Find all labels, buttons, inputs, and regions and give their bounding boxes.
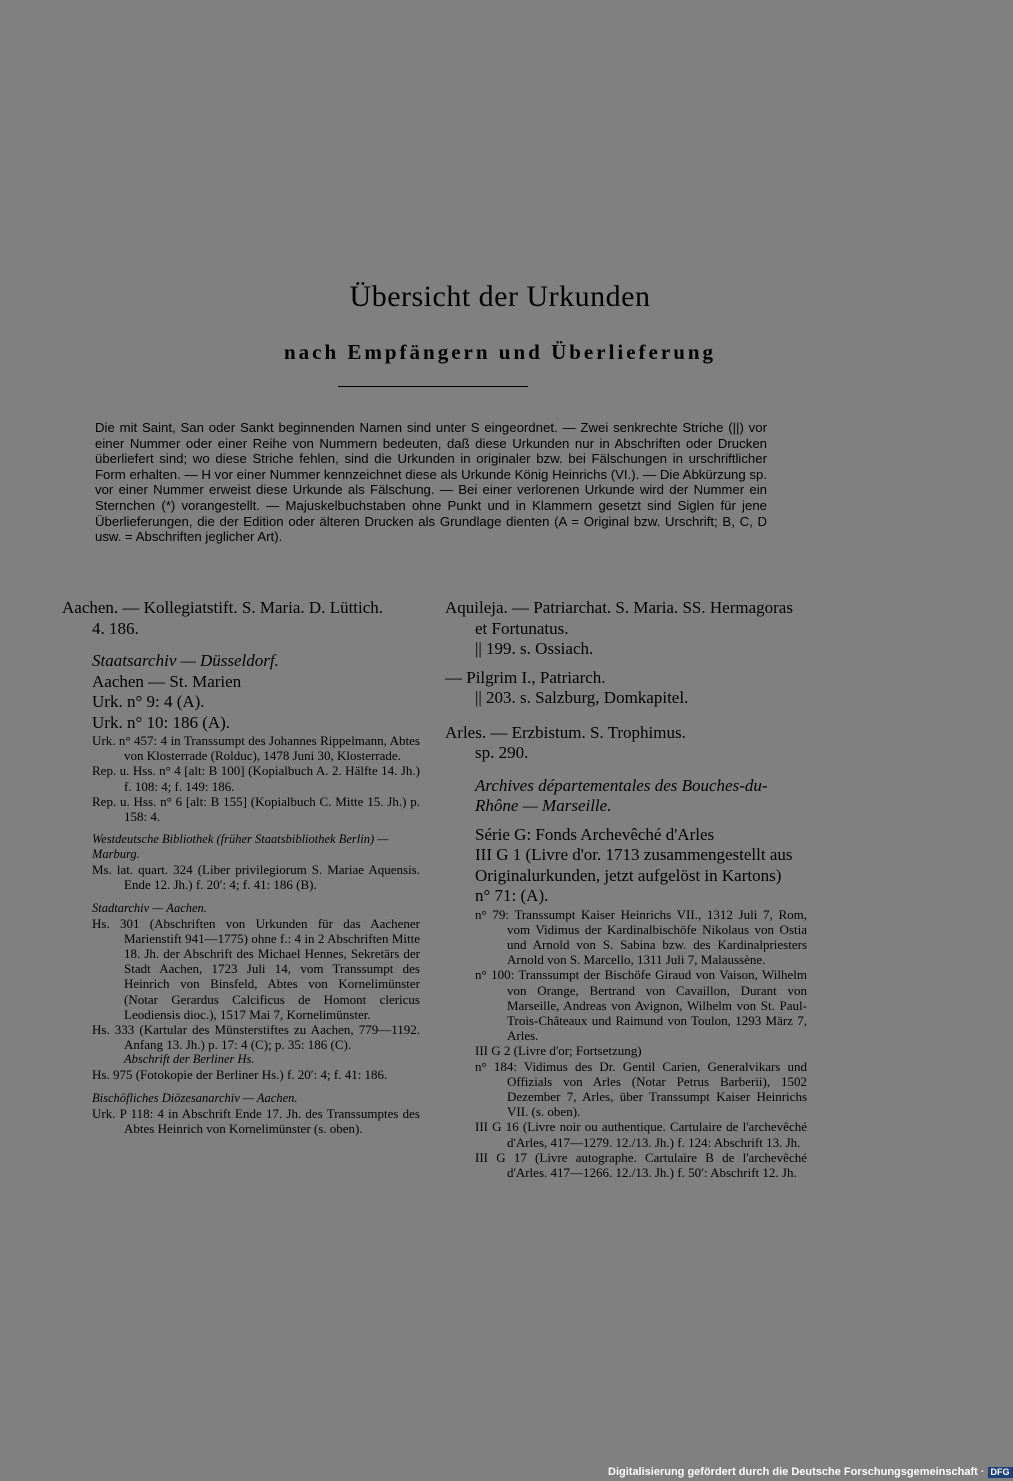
- list-item: Hs. 975 (Fotokopie der Berliner Hs.) f. 20′: 4; f. 41: 186.: [92, 1067, 388, 1083]
- charter-reference: Urk. n° 9: 4 (A).: [92, 692, 205, 711]
- archive-heading: Staatsarchiv — Düsseldorf.: [92, 651, 279, 670]
- charter-reference: Urk. n° 10: 186 (A).: [92, 712, 231, 732]
- archive-heading: Bischöfliches Diözesanarchiv — Aachen.: [92, 1090, 298, 1105]
- entry-numbers: || 199. s. Ossiach.: [475, 639, 594, 658]
- fonds-subheading: III G 2 (Livre d'or; Fortsetzung): [475, 1043, 642, 1059]
- list-item: III G 17 (Livre autographe. Cartulaire B de l'archevêché d'Arles. 417—1266. 12./13. Jh.) f. 50′: Abschrift 12. Jh.: [475, 1149, 807, 1180]
- list-item: Rep. u. Hss. n° 6 [alt: B 155] (Kopialbuch C. Mitte 15. Jh.) p. 158: 4.: [92, 793, 420, 825]
- list-item: Hs. 333 (Kartular des Münsterstiftes zu Aachen, 779—1192. Anfang 13. Jh.) p. 17: 4 (C); p. 35: 186 (C).: [92, 1022, 420, 1053]
- list-item: Hs. 301 (Abschriften von Urkunden für das Aachener Marienstift 941—1775) ohne f.: 4 in 2 Abschriften Mitte 18. Jh. der Abschrift des Michael Hennes, Sekretärs der Stadt Aachen, 1723 Juli 14, vom Transsumpt des Heinrich von Binsfeld, Abtes von Kornelimünster (Notar Gerardus Calcificus de Homont clericus Leodiensis dioc.), 1517 Mai 7, Kornelimünster.: [92, 915, 420, 1022]
- left-column: [62, 598, 420, 1136]
- archive-heading: Stadtarchiv — Aachen.: [92, 900, 207, 915]
- fonds-heading: Aachen — St. Marien: [92, 671, 242, 691]
- entry-heading-pilgrim: — Pilgrim I., Patriarch.: [445, 667, 606, 687]
- entry-numbers: 4. 186.: [92, 618, 139, 638]
- list-item: Urk. n° 457: 4 in Transsumpt des Johannes Rippelmann, Abtes von Klosterrade (Rolduc), 1478 Juni 30, Klosterrade.: [92, 733, 420, 764]
- charter-reference: n° 71: (A).: [475, 886, 549, 905]
- right-column: [445, 598, 807, 1180]
- digitization-footer: [608, 1466, 1013, 1478]
- footer-text: Digitalisierung gefördert durch die Deutsche Forschungsgemeinschaft ·: [608, 1466, 985, 1478]
- list-item: n° 100: Transsumpt der Bischöfe Giraud von Vaison, Wilhelm von Orange, Bertrand von Cavaillon, Durant von Marseille, Andreas von Avignon, Wilhelm von St. Paul-Trois-Châteaux und Raimund von Toulon, 1293 März 7, Arles.: [475, 967, 807, 1044]
- page-subtitle: nach Empfängern und Überlieferung: [283, 340, 717, 364]
- list-item: Rep. u. Hss. n° 4 [alt: B 100] (Kopialbuch A. 2. Hälfte 14. Jh.) f. 108: 4; f. 149: 186.: [92, 763, 420, 794]
- dfg-logo: DFG: [988, 1467, 1013, 1478]
- entry-heading-aachen: Aachen. — Kollegiatstift. S. Maria. D. Lüttich.: [62, 598, 384, 617]
- entry-numbers: || 203. s. Salzburg, Domkapitel.: [475, 688, 689, 707]
- archive-heading: Archives départementales des Bouches-du-Rhône — Marseille.: [475, 775, 768, 815]
- list-item: n° 184: Vidimus des Dr. Gentil Carien, Generalvikars und Offizials von Arles (Notar Petrus Barberii), 1502 Dezember 7, Arles, über Transsumpt Kaiser Heinrichs VII. (s. oben).: [475, 1058, 807, 1120]
- entry-numbers: sp. 290.: [475, 743, 529, 762]
- archive-heading: Westdeutsche Bibliothek (früher Staatsbibliothek Berlin) — Marburg.: [92, 832, 389, 862]
- entry-heading-aquileja: Aquileja. — Patriarchat. S. Maria. SS. Hermagoras et Fortunatus.: [445, 598, 793, 638]
- entry-heading-arles: Arles. — Erzbistum. S. Trophimus.: [445, 722, 686, 742]
- page-title: Übersicht der Urkunden: [349, 280, 651, 313]
- list-item: III G 16 (Livre noir ou authentique. Cartulaire de l'archevêché d'Arles, 417—1279. 12./13. Jh.) f. 124: Abschrift 13. Jh.: [475, 1119, 807, 1150]
- title-divider: [338, 386, 528, 387]
- note: Abschrift der Berliner Hs.: [124, 1052, 255, 1067]
- intro-paragraph: Die mit Saint, San oder Sankt beginnenden Namen sind unter S eingeordnet. — Zwei senkrechte Striche (||) vor einer Nummer oder einer Reihe von Nummern bedeuten, daß diese Urkunden nur in Abschriften oder Drucken überliefert sind; wo diese Striche fehlen, sind die Urkunden in originaler bzw. bei Fälschungen in urschriftlicher Form erhalten. — H vor einer Nummer kennzeichnet diese als Urkunde König Heinrichs (VI.). — Die Abkürzung sp. vor einer Nummer erweist diese Urkunde als Fälschung. — Bei einer verlorenen Urkunde wird der Nummer ein Sternchen (*) vorangestellt. — Majuskelbuchstaben ohne Punkt und in Klammern gesetzt sind Siglen für jene Überlieferungen, die der Edition oder älteren Drucken als Grundlage dienten (A = Original bzw. Urschrift; B, C, D usw. = Abschriften jeglicher Art).: [95, 420, 767, 545]
- fonds-subheading: III G 1 (Livre d'or. 1713 zusammengestellt aus Originalurkunden, jetzt aufgelöst in Kartons): [475, 845, 793, 885]
- list-item: Urk. P 118: 4 in Abschrift Ende 17. Jh. des Transsumptes des Abtes Heinrich von Kornelimünster (s. oben).: [92, 1105, 420, 1136]
- fonds-heading: Série G: Fonds Archevêché d'Arles: [475, 824, 715, 844]
- list-item: Ms. lat. quart. 324 (Liber privilegiorum S. Mariae Aquensis. Ende 12. Jh.) f. 20′: 4; f. 41: 186 (B).: [92, 862, 420, 893]
- list-item: n° 79: Transsumpt Kaiser Heinrichs VII., 1312 Juli 7, Rom, vom Vidimus der Kardinalbischöfe Nikolaus von Ostia und Arnold von S. Sabina bzw. des Kardinalpriesters Arnold von S. Marcello, 1311 Juli 7, Malaussène.: [475, 906, 807, 968]
